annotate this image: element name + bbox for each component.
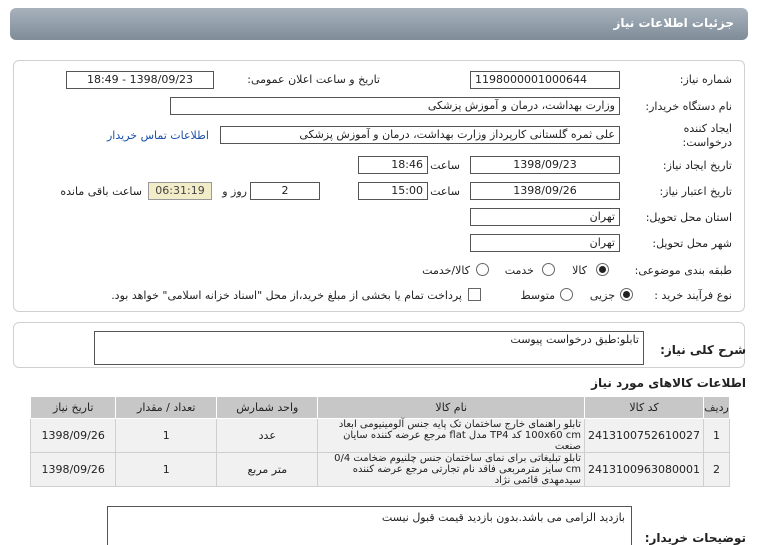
buyer-notes-label: توضیحات خریدار: — [644, 531, 746, 545]
col-item-code: کد کالا — [585, 397, 704, 419]
purchase-option-medium: متوسط — [520, 289, 555, 302]
valid-time-field[interactable]: 15:00 — [358, 182, 428, 200]
col-need-date: تاریخ نیاز — [31, 397, 116, 419]
item-name: تابلو راهنمای خارج ساختمان تک پایه جنس آلومینیومی ابعاد 100x60 cm کد TP4 مدل flat مرجع عرضه کننده سایان صنعت — [318, 419, 585, 453]
treasury-checkbox[interactable] — [468, 288, 481, 301]
item-need-date: 1398/09/26 — [31, 419, 116, 453]
creator-field[interactable]: علی ثمره گلستانی کارپرداز وزارت بهداشت، درمان و آموزش پزشکی — [220, 126, 620, 144]
table-row[interactable] — [31, 419, 730, 453]
created-time-label: ساعت — [430, 159, 460, 172]
announce-label: تاریخ و ساعت اعلان عمومی: — [247, 73, 380, 86]
announce-datetime-field[interactable]: 1398/09/23 - 18:49 — [66, 71, 214, 89]
item-quantity: 1 — [116, 453, 217, 487]
created-time-field[interactable]: 18:46 — [358, 156, 428, 174]
category-option-goods-service: کالا/خدمت — [422, 264, 470, 277]
goods-section-title: اطلاعات کالاهای مورد نیاز — [591, 376, 746, 390]
category-radio-goods[interactable] — [596, 263, 609, 276]
goods-header-row — [31, 397, 730, 419]
category-label: طبقه بندی موضوعی: — [634, 264, 732, 277]
row-number: 1 — [704, 419, 730, 453]
need-number-field[interactable]: 1198000001000644 — [470, 71, 620, 89]
purchase-type-label: نوع فرآیند خرید : — [654, 289, 732, 302]
province-field[interactable]: تهران — [470, 208, 620, 226]
table-row[interactable] — [31, 453, 730, 487]
col-item-name: نام کالا — [318, 397, 585, 419]
city-field[interactable]: تهران — [470, 234, 620, 252]
item-name: تابلو تبلیغاتی برای نمای ساختمان جنس چلنیوم ضخامت 0/4 cm سایز مترمربعی فاقد نام تجارتی مرجع عرضه کننده سیدمهدی قائمی نژاد — [318, 453, 585, 487]
item-unit: عدد — [217, 419, 318, 453]
goods-table — [30, 396, 730, 487]
created-date-label: تاریخ ایجاد نیاز: — [662, 159, 732, 172]
days-word: روز و — [222, 185, 247, 198]
buyer-org-label: نام دستگاه خریدار: — [645, 100, 732, 113]
need-number-label: شماره نیاز: — [679, 73, 732, 86]
item-code: 2413100963080001 — [585, 453, 704, 487]
category-radio-service[interactable] — [542, 263, 555, 276]
col-unit: واحد شمارش — [217, 397, 318, 419]
title-bar — [10, 8, 748, 40]
valid-date-field[interactable]: 1398/09/26 — [470, 182, 620, 200]
creator-label-line2: درخواست: — [682, 136, 732, 149]
category-option-goods: کالا — [572, 264, 587, 277]
description-label: شرح کلی نیاز: — [660, 343, 746, 357]
remaining-time-label: ساعت باقی مانده — [60, 185, 142, 198]
treasury-payment-note: پرداخت تمام یا بخشی از مبلغ خرید،از محل "اسناد خزانه اسلامی" خواهد بود. — [111, 289, 462, 302]
col-quantity: تعداد / مقدار — [116, 397, 217, 419]
page-title: جزئیات اطلاعات نیاز — [613, 16, 734, 30]
category-radio-goods-service[interactable] — [476, 263, 489, 276]
category-option-service: خدمت — [504, 264, 534, 277]
remaining-time-field: 06:31:19 — [148, 182, 212, 200]
creator-label-line1: ایجاد کننده — [683, 122, 732, 135]
buyer-org-field[interactable]: وزارت بهداشت، درمان و آموزش پزشکی — [170, 97, 620, 115]
col-row-number: ردیف — [704, 397, 730, 419]
row-number: 2 — [704, 453, 730, 487]
purchase-radio-medium[interactable] — [560, 288, 573, 301]
item-code: 2413100752610027 — [585, 419, 704, 453]
buyer-contact-link[interactable]: اطلاعات تماس خریدار — [107, 129, 209, 142]
purchase-option-minor: جزیی — [589, 289, 615, 302]
province-label: استان محل تحویل: — [645, 211, 732, 224]
item-quantity: 1 — [116, 419, 217, 453]
days-field[interactable]: 2 — [250, 182, 320, 200]
item-unit: متر مربع — [217, 453, 318, 487]
purchase-radio-minor[interactable] — [620, 288, 633, 301]
valid-date-label: تاریخ اعتبار نیاز: — [659, 185, 732, 198]
created-date-field[interactable]: 1398/09/23 — [470, 156, 620, 174]
item-need-date: 1398/09/26 — [31, 453, 116, 487]
valid-time-label: ساعت — [430, 185, 460, 198]
buyer-notes-field[interactable]: بازدید الزامی می باشد.بدون بازدید قیمت قبول نیست — [107, 506, 632, 545]
city-label: شهر محل تحویل: — [652, 237, 732, 250]
description-field[interactable]: تابلو:طبق درخواست پیوست — [94, 331, 644, 365]
